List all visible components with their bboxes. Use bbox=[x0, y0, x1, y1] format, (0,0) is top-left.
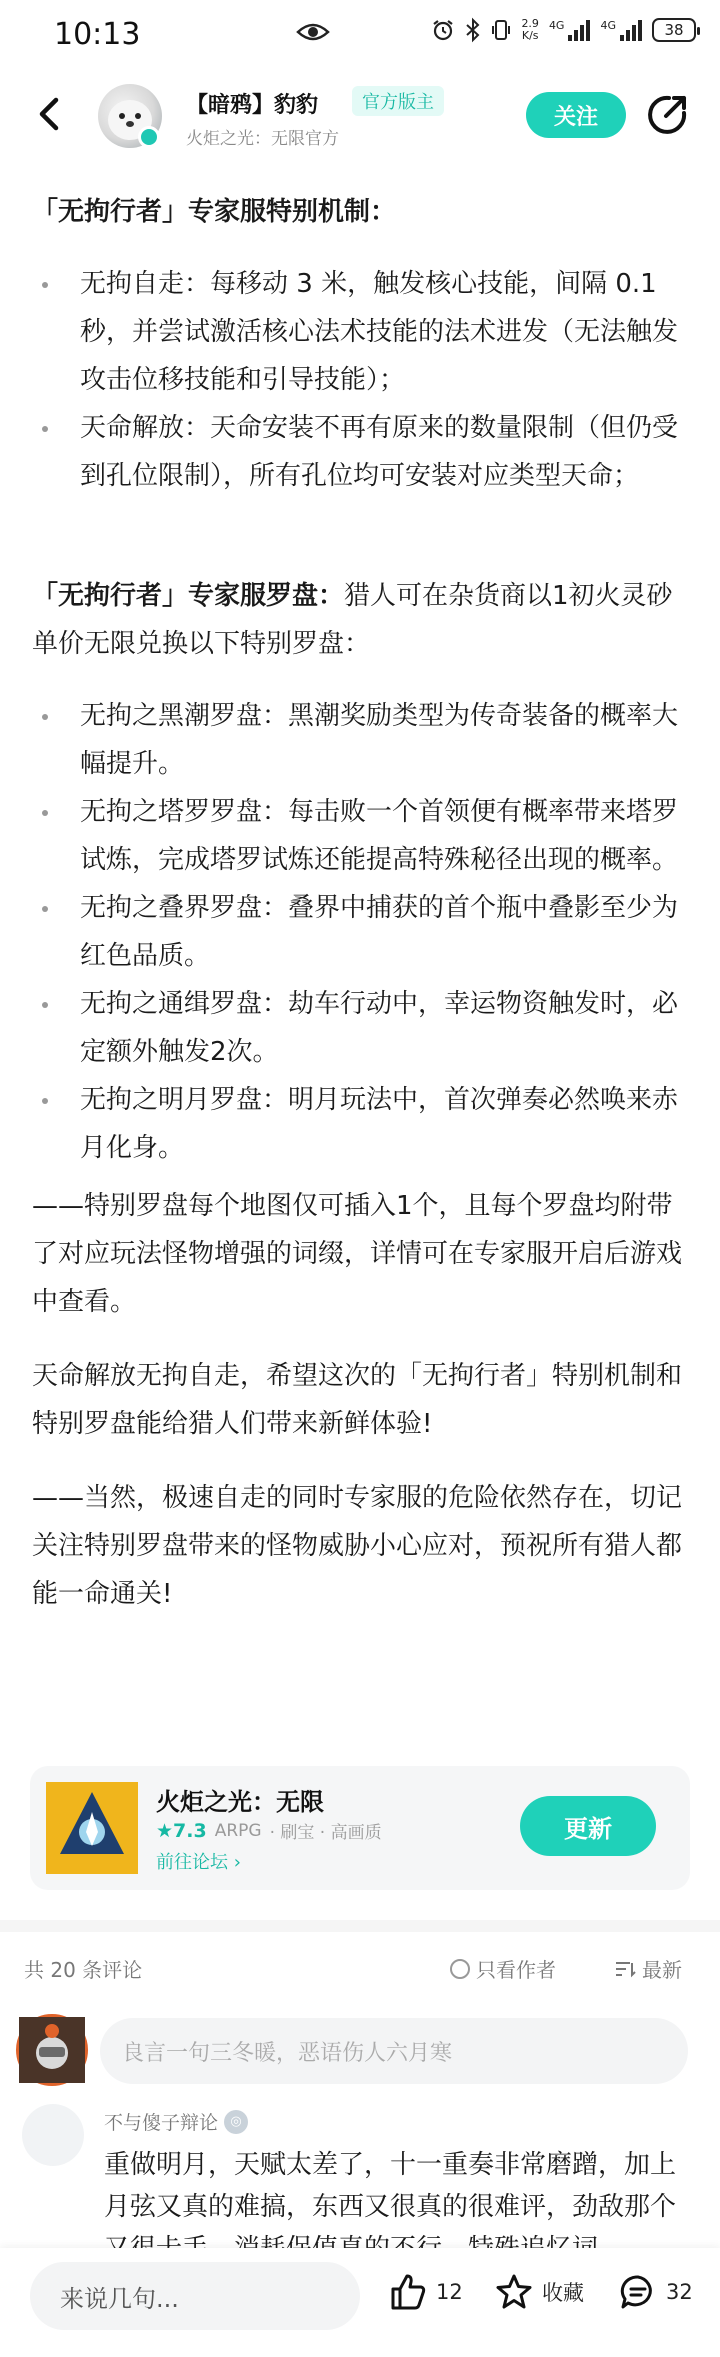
compass-list bbox=[32, 692, 692, 1172]
battery-level: 38 bbox=[664, 21, 684, 39]
commenter-avatar[interactable] bbox=[22, 2104, 84, 2166]
bluetooth-icon bbox=[465, 18, 481, 42]
comment-bubble-icon bbox=[618, 2272, 658, 2312]
list-item: 无拘之黑潮罗盘：黑潮奖励类型为传奇装备的概率大幅提升。 bbox=[32, 692, 692, 788]
list-item: 无拘之明月罗盘：明月玩法中，首次弹奏必然唤来赤月化身。 bbox=[32, 1076, 692, 1172]
like-button[interactable] bbox=[388, 2272, 463, 2312]
like-count: 12 bbox=[436, 2280, 463, 2304]
game-tags: · 刷宝 · 高画质 bbox=[269, 1823, 382, 1843]
share-icon[interactable] bbox=[644, 92, 690, 138]
battery-icon bbox=[652, 18, 696, 42]
update-button[interactable]: 更新 bbox=[520, 1796, 656, 1856]
only-author-label: 只看作者 bbox=[476, 1958, 556, 1982]
star-icon bbox=[494, 2272, 534, 2312]
forum-link-label: 前往论坛 bbox=[156, 1852, 228, 1873]
author-name[interactable]: 【暗鸦】豹豹 bbox=[186, 93, 319, 118]
section-title: 「无拘行者」专家服特别机制： bbox=[32, 197, 397, 227]
author-subtitle: 火炬之光：无限官方 bbox=[186, 129, 339, 149]
level-badge-icon: ◎ bbox=[224, 2110, 248, 2134]
net-speed-value: 2.9 bbox=[521, 17, 539, 30]
forum-link[interactable] bbox=[156, 1848, 241, 1874]
section-intro bbox=[32, 572, 692, 668]
section-divider bbox=[0, 1920, 720, 1932]
sort-toggle[interactable] bbox=[614, 1954, 682, 1983]
status-indicators bbox=[431, 18, 696, 42]
net-speed bbox=[521, 18, 539, 42]
list-item: 天命解放：天命安装不再有原来的数量限制（但仍受到孔位限制），所有孔位均可安装对应类型天命； bbox=[32, 404, 692, 500]
game-score: ★7.3 bbox=[156, 1819, 207, 1842]
section-intro-text: 猎人可在杂货商以1初火灵砂单价无限兑换以下特别罗盘： bbox=[32, 581, 673, 659]
status-bar bbox=[0, 0, 720, 68]
signal-icon bbox=[549, 19, 591, 41]
commenter-name-text: 不与傻子辩论 bbox=[104, 2112, 219, 2134]
comment-input[interactable]: 良言一句三冬暖，恶语伤人六月寒 bbox=[100, 2018, 688, 2084]
alarm-icon bbox=[431, 18, 455, 42]
game-name: 火炬之光：无限 bbox=[156, 1788, 324, 1816]
section-title: 「无拘行者」专家服罗盘： bbox=[32, 581, 345, 611]
bottom-action-bar bbox=[0, 2248, 720, 2357]
only-author-toggle[interactable] bbox=[450, 1954, 556, 1983]
status-time: 10:13 bbox=[54, 16, 141, 52]
official-moderator-tag: 官方版主 bbox=[352, 86, 444, 116]
list-item: 无拘之塔罗罗盘：每击败一个首领便有概率带来塔罗试炼，完成塔罗试炼还能提高特殊秘径出现的概率。 bbox=[32, 788, 692, 884]
back-arrow-icon[interactable] bbox=[28, 92, 72, 136]
game-genre: ARPG bbox=[214, 1820, 262, 1841]
chevron-right-icon: › bbox=[233, 1852, 241, 1873]
list-item: 无拘之叠界罗盘：叠界中捕获的首个瓶中叠影至少为红色品质。 bbox=[32, 884, 692, 980]
signal-icon bbox=[600, 19, 642, 41]
follow-button[interactable]: 关注 bbox=[526, 92, 626, 138]
comment-button[interactable] bbox=[618, 2272, 693, 2312]
post-header bbox=[0, 68, 720, 168]
say-something-input[interactable]: 来说几句... bbox=[30, 2262, 360, 2330]
paragraph: 天命解放无拘自走，希望这次的「无拘行者」特别机制和特别罗盘能给猎人们带来新鲜体验! bbox=[32, 1361, 683, 1439]
paragraph: ——当然，极速自走的同时专家服的危险依然存在，切记关注特别罗盘带来的怪物威胁小心应对，预祝所有猎人都能一命通关! bbox=[32, 1483, 683, 1609]
game-card[interactable] bbox=[30, 1766, 690, 1890]
comment-count: 共 20 条评论 bbox=[24, 1958, 143, 1982]
game-logo-image bbox=[46, 1782, 138, 1874]
user-avatar-image bbox=[19, 2017, 85, 2083]
paragraph: ——特别罗盘每个地图仅可插入1个，且每个罗盘均附带了对应玩法怪物增强的词缀，详情可在专家服开启后游戏中查看。 bbox=[32, 1191, 683, 1317]
sort-label: 最新 bbox=[642, 1958, 682, 1982]
commenter-name[interactable] bbox=[104, 2108, 248, 2135]
game-meta bbox=[156, 1818, 382, 1843]
article-body bbox=[32, 188, 692, 1618]
favorite-label: 收藏 bbox=[542, 2281, 584, 2305]
list-item: 无拘之通缉罗盘：劫车行动中，幸运物资触发时，必定额外触发2次。 bbox=[32, 980, 692, 1076]
comment-count-total: 32 bbox=[666, 2280, 693, 2304]
mechanics-list bbox=[32, 260, 692, 500]
eye-icon bbox=[296, 20, 330, 44]
signal-label: 4G bbox=[548, 19, 565, 32]
comment-text[interactable]: 重做明月，天赋太差了，十一重奏非常磨蹭，加上月弦又真的难搞，东西又很真的很难评，劲敌那个 bbox=[104, 2150, 677, 2222]
signal-label: 4G bbox=[600, 19, 616, 32]
comments-toolbar bbox=[0, 1944, 720, 1994]
game-icon bbox=[46, 1782, 138, 1874]
net-speed-unit: K/s bbox=[521, 29, 539, 42]
user-avatar[interactable] bbox=[16, 2014, 88, 2086]
verified-badge-icon bbox=[138, 126, 160, 148]
radio-icon bbox=[450, 1959, 470, 1979]
favorite-button[interactable] bbox=[494, 2272, 584, 2312]
thumbs-up-icon bbox=[388, 2272, 428, 2312]
vibrate-icon bbox=[491, 18, 511, 42]
sort-icon bbox=[614, 1959, 636, 1979]
list-item: 无拘自走：每移动 3 米，触发核心技能，间隔 0.1 秒，并尝试激活核心法术技能的法术进发（无法触发攻击位移技能和引导技能）； bbox=[32, 260, 692, 404]
game-score-value: 7.3 bbox=[173, 1819, 207, 1842]
